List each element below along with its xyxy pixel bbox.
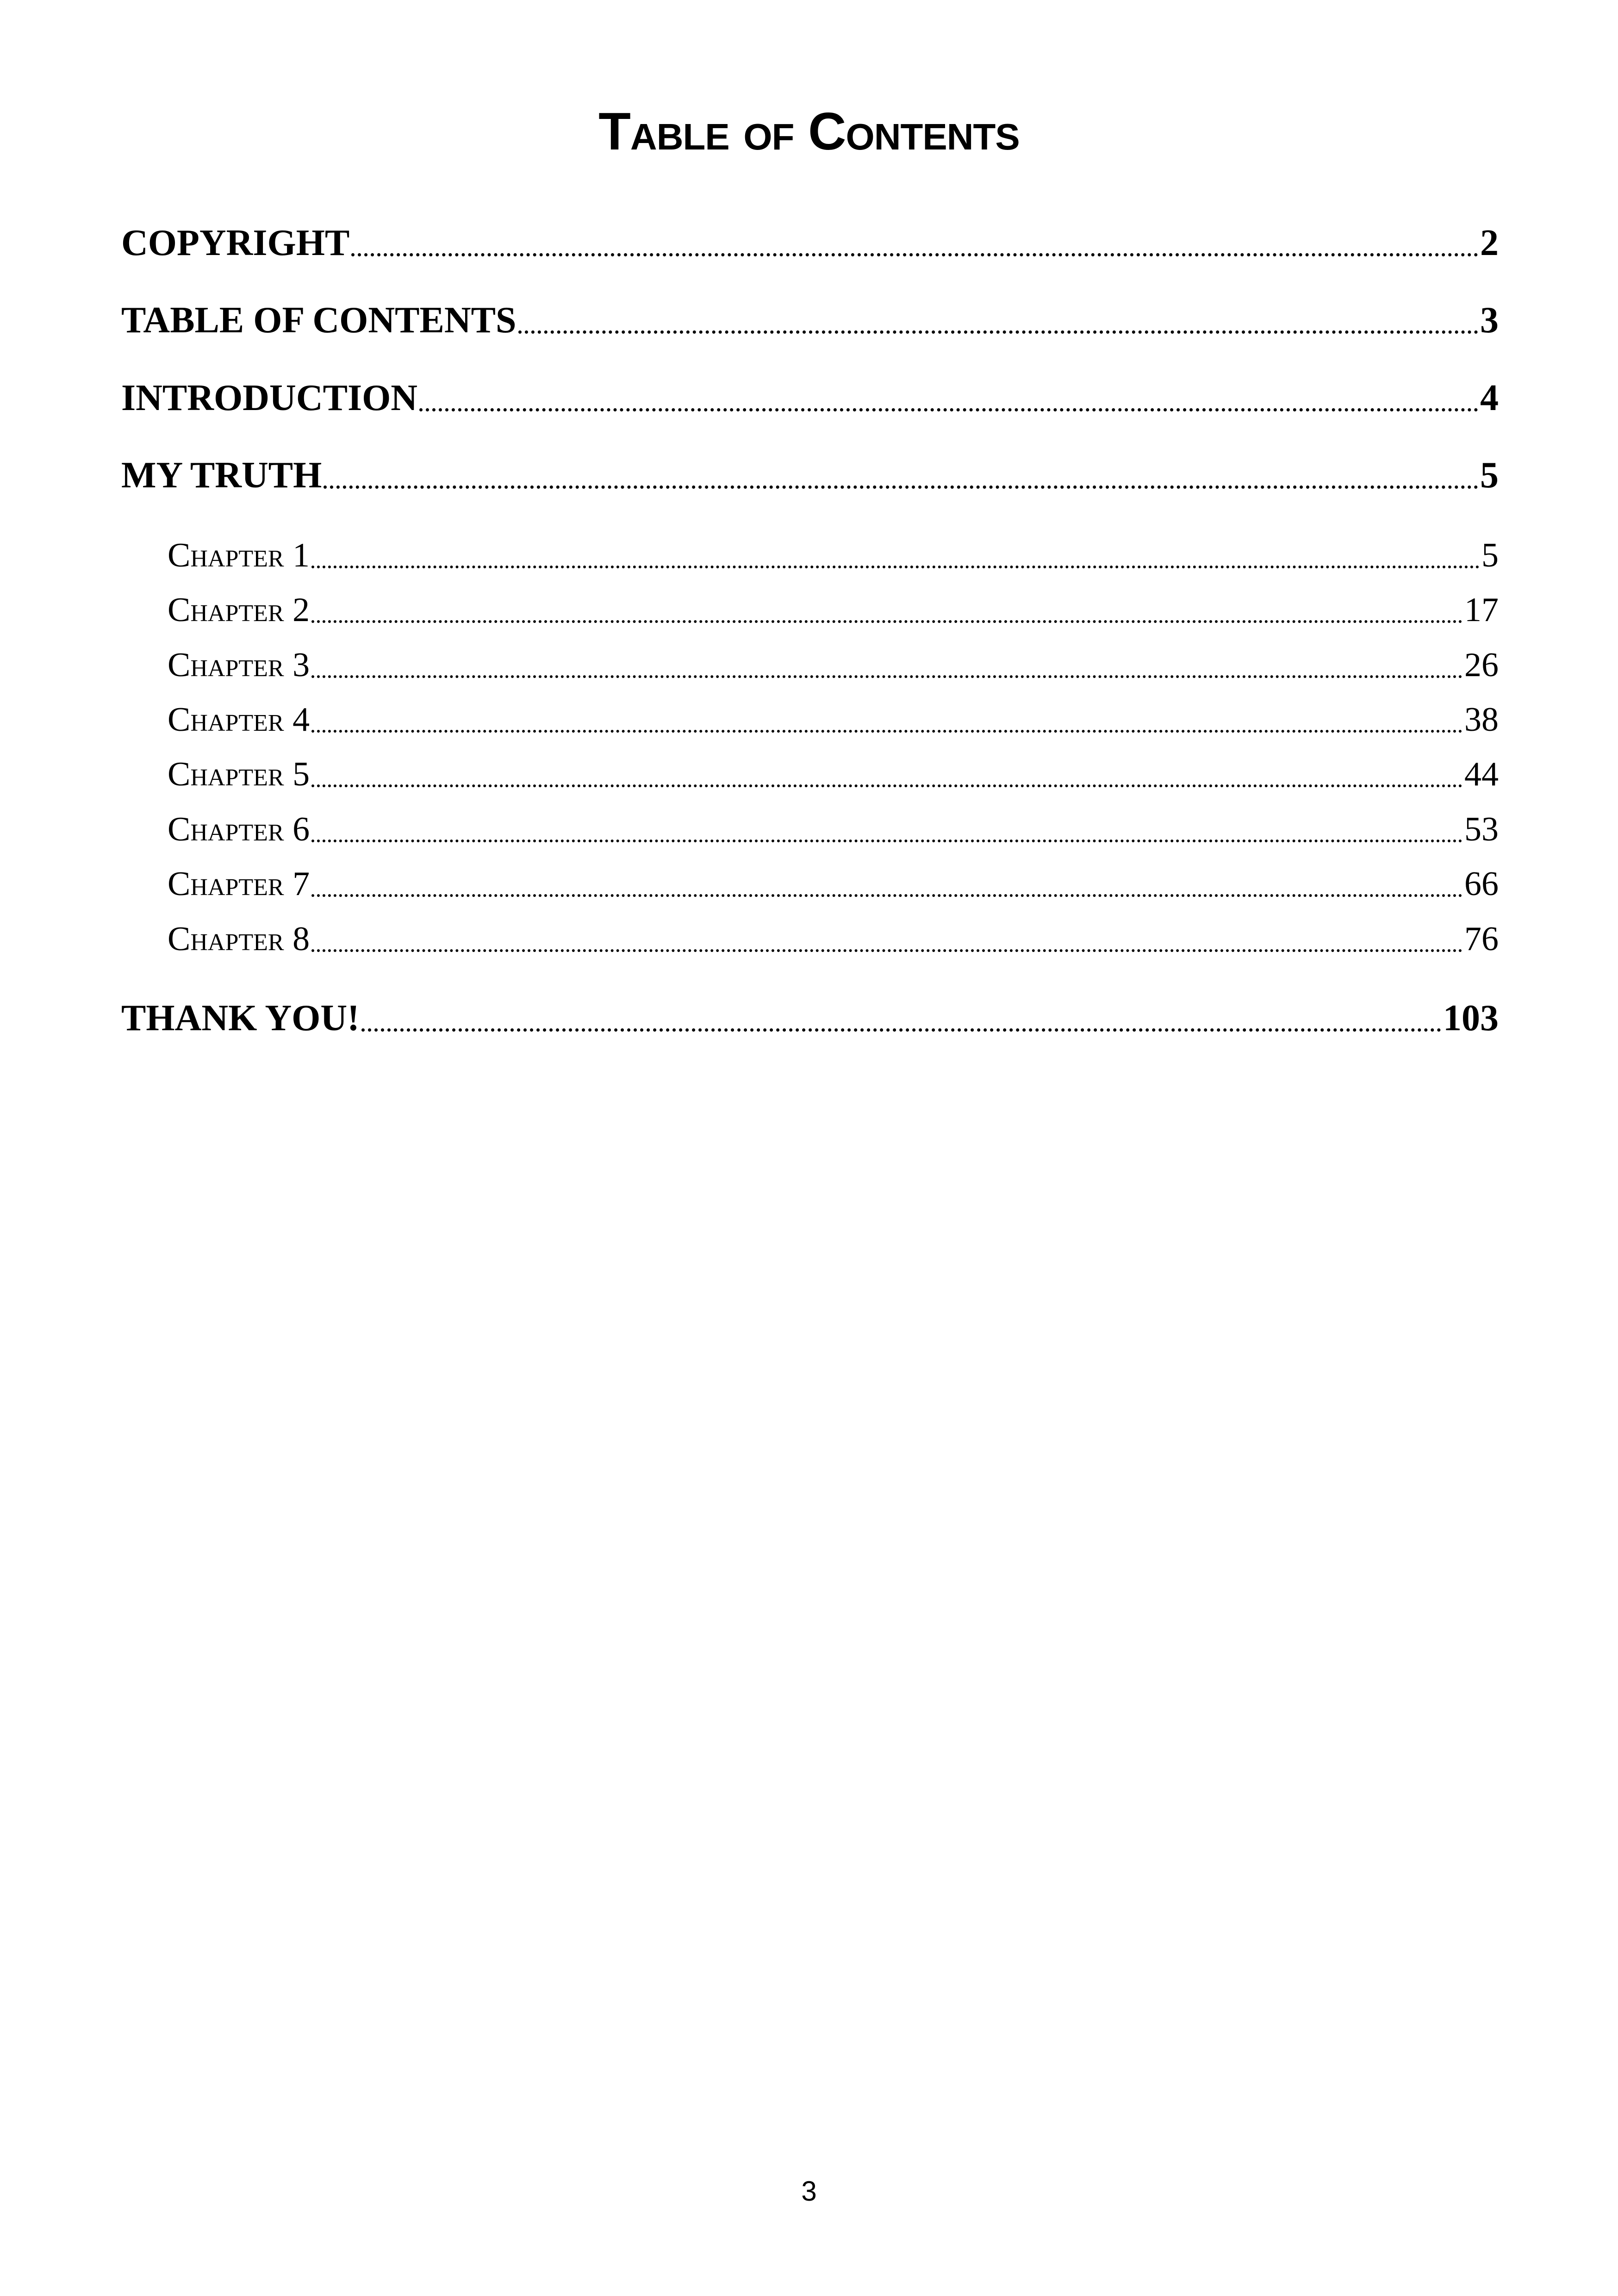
toc-entry-page: 3 (1480, 300, 1499, 341)
toc-entry-chapter-5[interactable] (121, 751, 1499, 797)
toc-entry-chapter-1[interactable] (121, 532, 1499, 579)
toc-entry-page: 5 (1481, 536, 1499, 574)
toc-entry-label: Chapter 6 (168, 810, 310, 848)
dot-leader (351, 218, 1478, 268)
toc-entry-chapter-8[interactable] (121, 916, 1499, 962)
toc-entry-label: COPYRIGHT (121, 223, 350, 263)
toc-entry-chapter-2[interactable] (121, 587, 1499, 633)
dot-leader (311, 587, 1462, 633)
dot-leader (311, 806, 1462, 852)
dot-leader (361, 993, 1441, 1044)
toc-entry-my-truth[interactable] (121, 450, 1499, 501)
toc-entry-copyright[interactable] (121, 218, 1499, 268)
toc-entry-page: 53 (1464, 810, 1499, 848)
toc-entry-label: Chapter 5 (168, 755, 310, 793)
toc-entry-chapter-6[interactable] (121, 806, 1499, 852)
toc-entry-label: Chapter 4 (168, 701, 310, 739)
toc-entry-label: Chapter 8 (168, 920, 310, 958)
dot-leader (311, 751, 1462, 797)
toc-entry-label: Chapter 2 (168, 591, 310, 629)
toc-entry-thank-you[interactable] (121, 993, 1499, 1044)
toc-entry-page: 17 (1464, 591, 1499, 629)
dot-leader (311, 861, 1462, 907)
toc-entry-page: 26 (1464, 646, 1499, 684)
toc-entry-page: 38 (1464, 701, 1499, 739)
toc-entry-introduction[interactable] (121, 373, 1499, 423)
dot-leader (311, 532, 1480, 579)
toc-entry-label: MY TRUTH (121, 455, 322, 496)
dot-leader (311, 642, 1462, 688)
dot-leader (518, 295, 1478, 346)
dot-leader (419, 373, 1478, 423)
toc-entry-chapter-4[interactable] (121, 697, 1499, 743)
toc-entry-label: INTRODUCTION (121, 378, 418, 418)
toc-entry-label: TABLE OF CONTENTS (121, 300, 517, 341)
toc-entry-page: 4 (1480, 378, 1499, 418)
toc-entry-label: Chapter 3 (168, 646, 310, 684)
toc-entry-table-of-contents[interactable] (121, 295, 1499, 346)
toc-entry-label: Chapter 1 (168, 536, 310, 574)
page-number: 3 (801, 2176, 817, 2207)
dot-leader (311, 916, 1462, 962)
toc-entry-page: 44 (1464, 755, 1499, 793)
toc-entry-page: 66 (1464, 865, 1499, 903)
toc-entry-label: THANK YOU! (121, 998, 360, 1039)
toc-entry-label: Chapter 7 (168, 865, 310, 903)
page-title: Table of Contents (598, 102, 1020, 161)
toc-entry-page: 5 (1480, 455, 1499, 496)
toc-entry-page: 76 (1464, 920, 1499, 958)
toc-entry-page: 2 (1480, 223, 1499, 263)
toc-entry-chapter-3[interactable] (121, 642, 1499, 688)
toc-entry-page: 103 (1443, 998, 1499, 1039)
dot-leader (311, 697, 1462, 743)
toc-entry-chapter-7[interactable] (121, 861, 1499, 907)
dot-leader (324, 450, 1478, 501)
